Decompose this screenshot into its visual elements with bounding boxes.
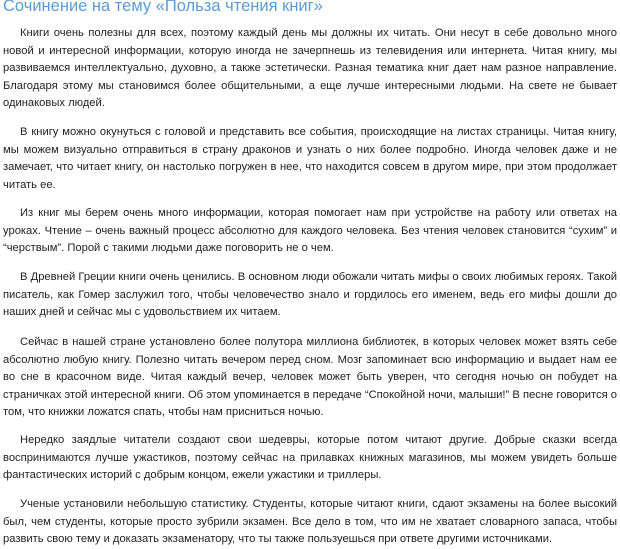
paragraph-benefits: Книги очень полезны для всех, поэтому каждый день мы должны их читать. Они несут в себе довольно много новой и интересной информации, которую иногда не зачерпнешь из телевидения или интернета. Читая книгу, мы развиваемся интеллектуально, духовно, а также эстетически. Разная тематика книг дает нам разное направление. Благодаря этому мы становимся более общительными, а еще лучше интересными людьми. На свете не бывает одинаковых людей.: [3, 27, 617, 109]
paragraph-readers: Нередко заядлые читатели создают свои шедевры, которые потом читают другие. Добрые сказки всегда воспринимаются лучше ужастиков, поэтому сейчас на прилавках книжных магазинов, мы можем увидеть больше фантастических историй с добрым концом, ежели ужастики и триллеры.: [3, 434, 617, 481]
article-title: Сочинение на тему «Польза чтения книг»: [3, 0, 323, 15]
paragraph-information: Из книг мы берем очень много информации, которая помогает нам при устройстве на работу или ответах на уроках. Чтение – очень важный процесс абсолютно для каждого человека. Без чтения человек становится “сухим” и “черствым”. Порой с такими людьми даже поговорить не о чем.: [3, 207, 617, 254]
paragraph-libraries: Сейчас в нашей стране установлено более полутора миллиона библиотек, в которых человек может взять себе абсолютно любую книгу. Полезно читать вечером перед сном. Мозг запоминает всю информацию и выдает нам ее во сне в красочном виде. Читая каждый вечер, человек может быть уверен, что сегодня ночью он побудет на страничках этой интересной книги. Об этом упоминается в передаче “Спокойной ночи, малыши!” В песне говорится о том, что книжки ложатся спать, чтобы нам присниться ночью.: [3, 336, 617, 418]
paragraph-immersion: В книгу можно окунуться с головой и представить все события, происходящие на листах страницы. Читая книгу, мы можем визуально отправиться в страну драконов и узнать о них более подробно. Иногда человек даже и не замечает, что читает книгу, он настолько погружен в нее, что находится совсем в другом мире, при этом продолжает читать ее.: [3, 126, 617, 191]
paragraph-statistics: Ученые установили небольшую статистику. Студенты, которые читают книги, сдают экзамены на более высокий был, чем студенты, которые просто зубрили экзамен. Все дело в том, что им не хватает словарного запаса, чтобы развить свою тему и доказать экзаменатору, что ты также пользуешься при ответе другими источниками.: [3, 498, 617, 545]
paragraph-ancient-greece: В Древней Греции книги очень ценились. В основном люди обожали читать мифы о своих любимых героях. Такой писатель, как Гомер заслужил того, чтобы человечество знало и гордилось его именем, ведь его мифы дошли до наших дней и сейчас мы с удовольствием их читаем.: [3, 271, 617, 318]
